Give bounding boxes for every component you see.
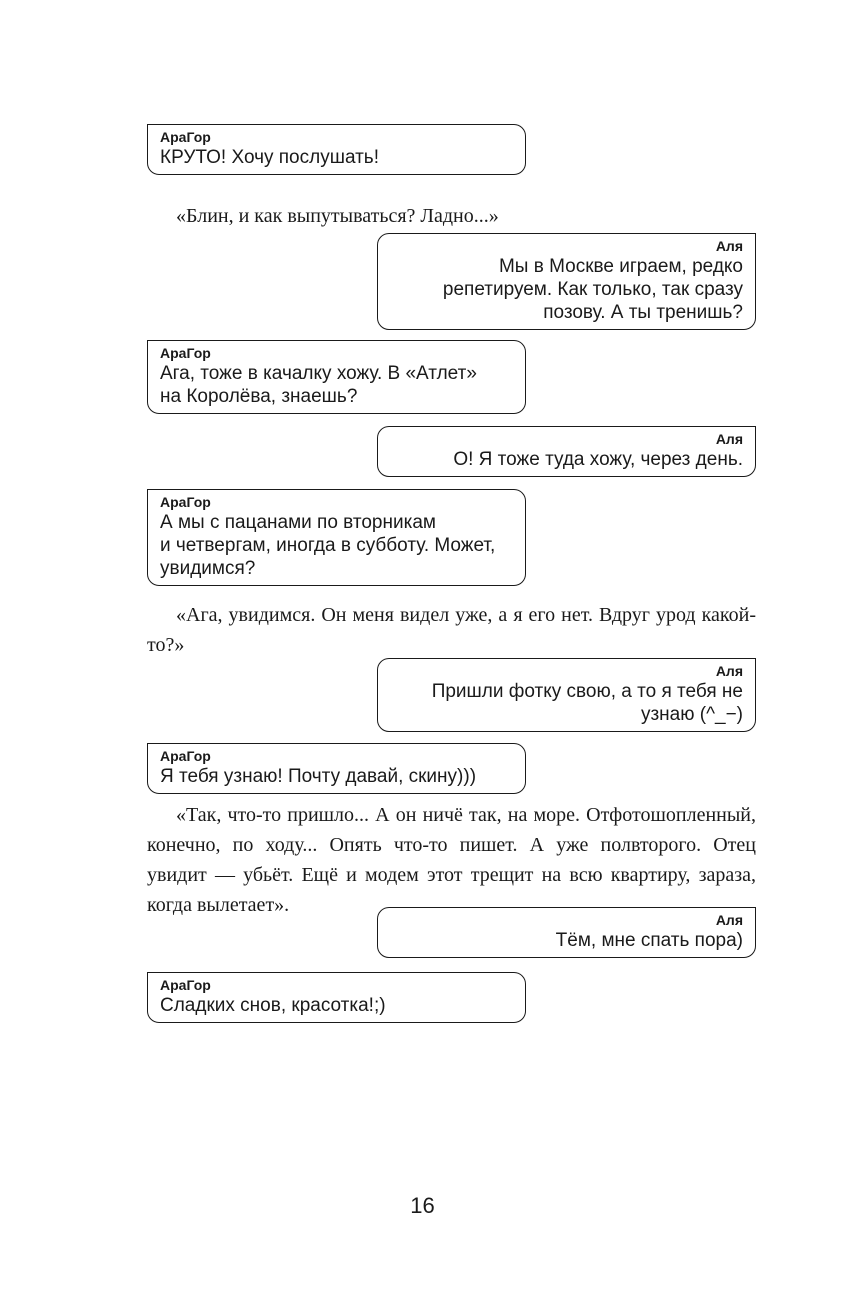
chat-message-alya [377,426,756,477]
chat-message-aragor [147,489,526,586]
chat-message-alya [377,233,756,330]
sender-name: Аля [715,238,743,254]
message-text: Тём, мне спать пора) [555,930,743,951]
chat-message-aragor [147,743,526,794]
message-text: КРУТО! Хочу послушать! [160,147,379,168]
sender-name: Аля [715,431,743,447]
sender-name: Аля [715,912,743,928]
message-text: Ага, тоже в качалку хожу. В «Атлет» на Королёва, знаешь? [160,363,477,407]
sender-name: АраГор [160,494,211,510]
sender-name: АраГор [160,129,211,145]
message-text: А мы с пацанами по вторникам и четвергам, иногда в субботу. Может, увидимся? [160,512,496,579]
page-number: 16 [410,1193,435,1218]
chat-message-alya [377,907,756,958]
message-text: Пришли фотку свою, а то я тебя не узнаю (^_−) [431,681,743,725]
message-text: Сладких снов, красотка!;) [160,995,386,1016]
message-text: Я тебя узнаю! Почту давай, скину))) [160,766,477,787]
chat-message-alya [377,658,756,732]
narration-paragraph: «Ага, увидимся. Он меня видел уже, а я его нет. Вдруг урод какой-то?» [147,604,756,656]
chat-message-aragor [147,124,526,175]
narration-paragraph: «Так, что-то пришло... А он ничё так, на море. Отфотошопленный, конечно, по ходу... Опять что-то пишет. А уже полвторого. Отец увидит — убьёт. Ещё и модем этот трещит на всю квартиру, зараза, когда вылетает». [147,804,756,916]
sender-name: АраГор [160,345,211,361]
message-text: О! Я тоже туда хожу, через день. [453,449,743,470]
sender-name: АраГор [160,748,211,764]
message-text: Мы в Москве играем, редко репетируем. Как только, так сразу позову. А ты тренишь? [442,256,743,323]
chat-message-aragor [147,340,526,414]
chat-message-aragor [147,972,526,1023]
narration-paragraph: «Блин, и как выпутываться? Ладно...» [176,205,499,227]
sender-name: Аля [715,663,743,679]
sender-name: АраГор [160,977,211,993]
